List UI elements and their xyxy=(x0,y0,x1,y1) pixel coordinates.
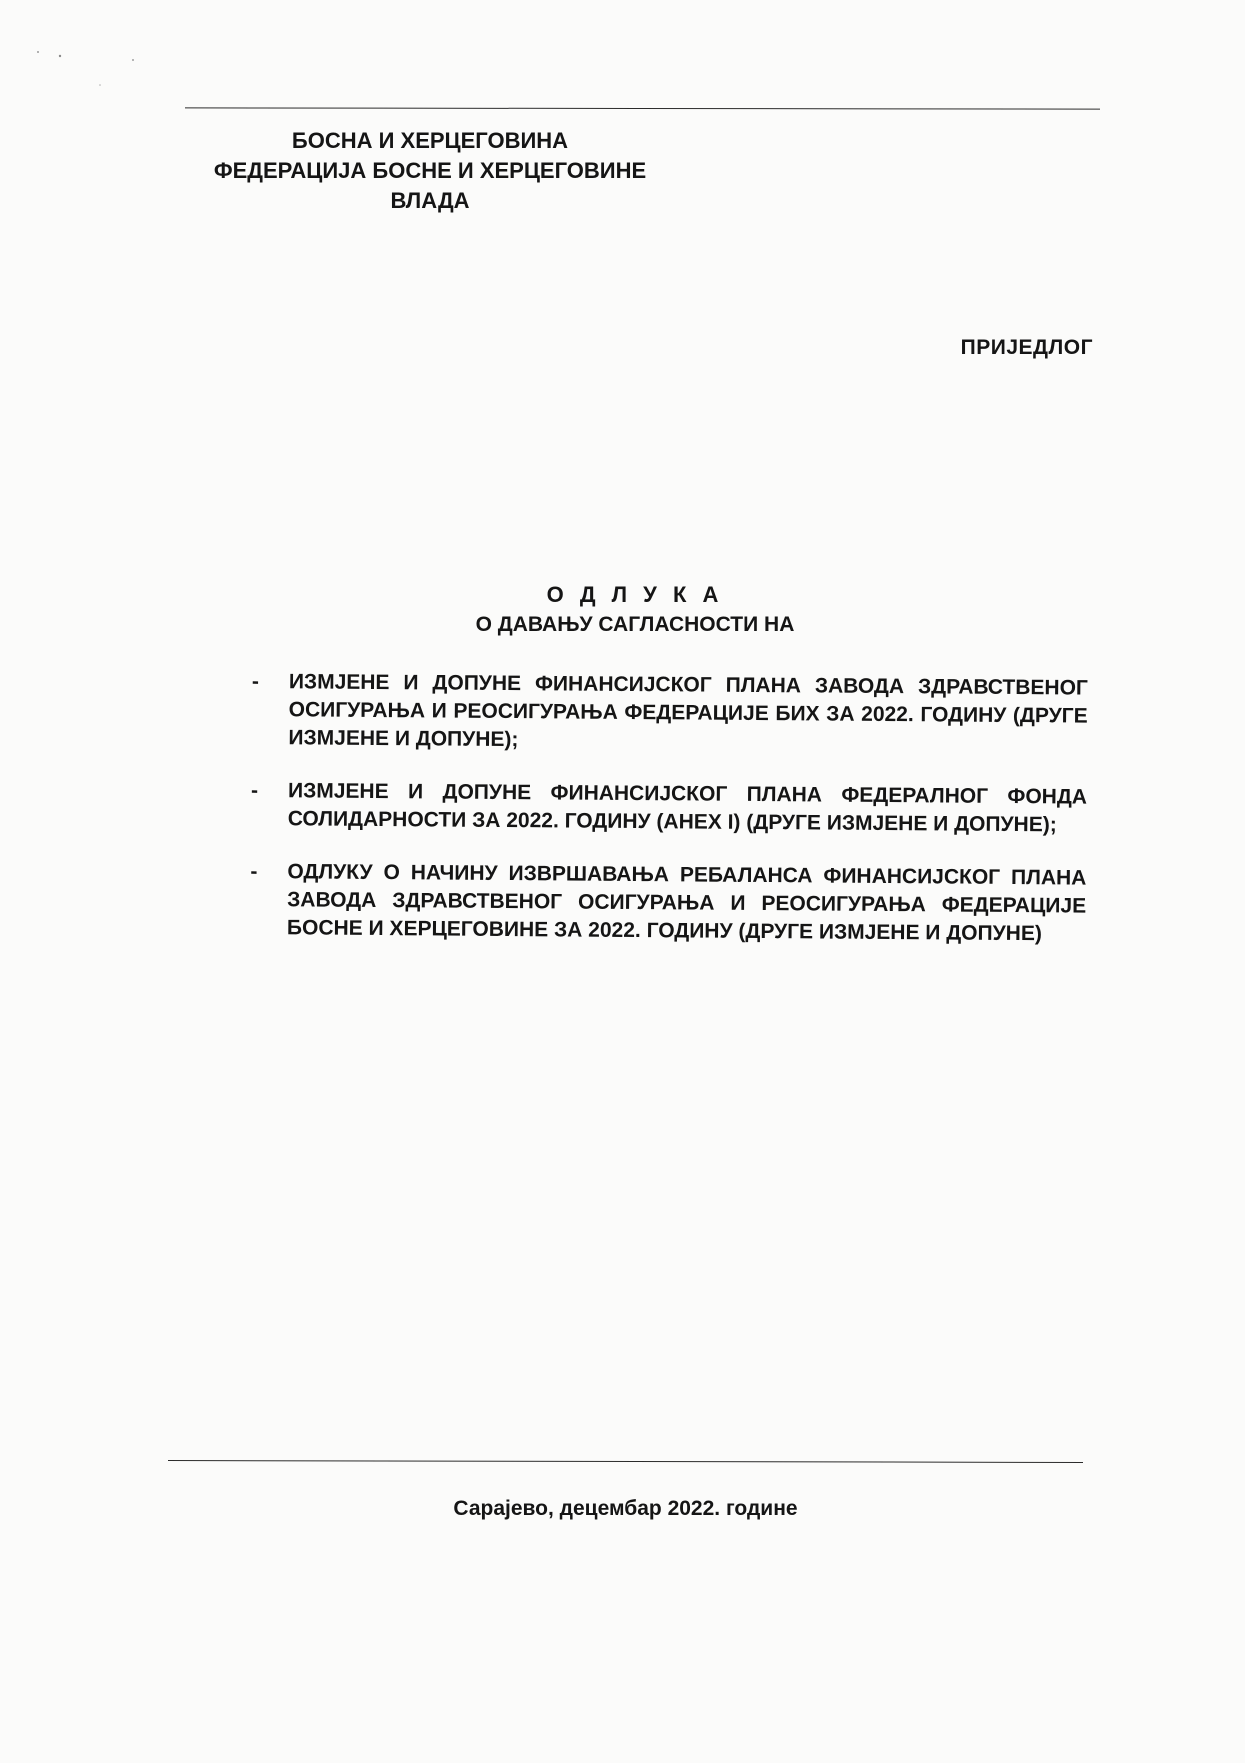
title-main: О Д Л У К А xyxy=(546,582,724,607)
proposal-label: ПРИЈЕДЛОГ xyxy=(960,336,1093,359)
list-item xyxy=(250,858,1087,949)
list-dash: - xyxy=(251,669,259,694)
title-subtitle: О ДАВАЊУ САГЛАСНОСТИ НА xyxy=(475,613,795,636)
issuer-header xyxy=(180,126,680,216)
list-item xyxy=(251,777,1087,840)
scan-specks xyxy=(30,40,150,100)
place-and-date xyxy=(0,1497,1245,1521)
header-government: ВЛАДА xyxy=(390,188,470,213)
place-date-text: Сарајево, децембар 2022. године xyxy=(453,1497,798,1520)
list-item-text: ИЗМЈЕНЕ И ДОПУНЕ ФИНАНСИЈСКОГ ПЛАНА ЗАВОДА ЗДРАВСТВЕНОГ ОСИГУРАЊА И РЕОСИГУРАЊА ФЕДЕРАЦИЈЕ БИХ ЗА 2022. ГОДИНУ (ДРУГЕ ИЗМЈЕНЕ И ДОПУНЕ); xyxy=(288,670,1088,752)
list-dash: - xyxy=(250,859,258,884)
top-divider-line xyxy=(185,107,1100,109)
header-federation: ФЕДЕРАЦИЈА БОСНЕ И ХЕРЦЕГОВИНЕ xyxy=(213,158,647,183)
decision-items-list xyxy=(250,668,1088,974)
list-dash: - xyxy=(250,778,259,803)
decision-title xyxy=(380,580,890,640)
list-item-text: ИЗМЈЕНЕ И ДОПУНЕ ФИНАНСИЈСКОГ ПЛАНА ФЕДЕРАЛНОГ ФОНДА СОЛИДАРНОСТИ ЗА 2022. ГОДИНУ (АНЕХ I) (ДРУГЕ ИЗМЈЕНЕ И ДОПУНЕ); xyxy=(287,779,1088,837)
header-country: БОСНА И ХЕРЦЕГОВИНА xyxy=(291,128,569,153)
bottom-divider-line xyxy=(168,1460,1083,1463)
list-item-text: ОДЛУКУ О НАЧИНУ ИЗВРШАВАЊА РЕБАЛАНСА ФИНАНСИЈСКОГ ПЛАНА ЗАВОДА ЗДРАВСТВЕНОГ ОСИГУРАЊА И РЕОСИГУРАЊА ФЕДЕРАЦИЈЕ БОСНЕ И ХЕРЦЕГОВИНЕ ЗА 2022. ГОДИНУ (ДРУГЕ ИЗМЈЕНЕ И ДОПУНЕ) xyxy=(286,860,1087,946)
list-item xyxy=(251,668,1088,759)
